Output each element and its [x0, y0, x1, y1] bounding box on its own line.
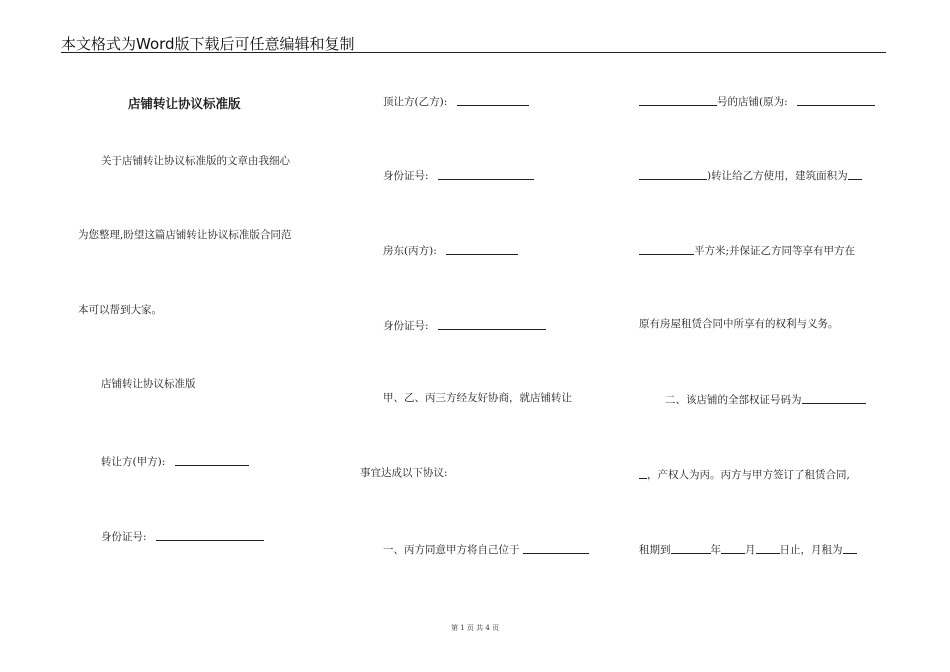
agreement-line-1: 甲、乙、丙三方经友好协商，就店铺转让 — [383, 392, 572, 404]
col3-line-1-text: 号的店铺(原为: — [717, 96, 788, 108]
col3-line-7 — [639, 542, 857, 557]
col3-line-6-text: ，产权人为丙。丙方与甲方签订了租赁合同, — [647, 469, 850, 481]
document-header: 本文格式为Word版下载后可任意编辑和复制 — [61, 35, 355, 53]
rent-blank — [843, 542, 857, 554]
intro-line-1: 关于店铺转让协议标准版的文章由我细心 — [101, 155, 290, 167]
col3-line-3-text: 平方米;并保证乙方同等享有甲方在 — [694, 245, 856, 257]
intro-line-2: 为您整理,盼望这篇店铺转让协议标准版合同范 — [78, 229, 292, 241]
area-blank — [848, 168, 862, 180]
party-a-label: 转让方(甲方): — [101, 456, 166, 468]
id-c-line — [383, 318, 546, 333]
shop-number-blank — [639, 94, 717, 106]
id-b-blank — [438, 168, 534, 180]
party-a-line — [101, 454, 249, 469]
party-a-blank — [175, 454, 249, 466]
original-use-blank — [797, 94, 875, 106]
party-b-label: 顶让方(乙方): — [383, 96, 448, 108]
col3-line-1 — [639, 94, 875, 109]
id-c-label: 身份证号: — [383, 320, 429, 332]
clause-1-line — [383, 542, 589, 557]
header-divider — [61, 52, 886, 53]
page-footer: 第 1 页 共 4 页 — [450, 624, 500, 632]
year-blank — [671, 542, 711, 554]
clause-1-blank — [523, 542, 589, 554]
party-b-blank — [457, 94, 529, 106]
id-b-label: 身份证号: — [383, 170, 429, 182]
id-a-label: 身份证号: — [101, 531, 147, 543]
col3-line-6 — [639, 467, 850, 482]
rent-label: 日止，月租为 — [779, 544, 843, 556]
id-a-line — [101, 529, 264, 544]
col3-line-2 — [639, 168, 862, 183]
section-subtitle: 店铺转让协议标准版 — [101, 378, 196, 390]
transfer-blank — [639, 168, 707, 180]
party-c-line — [383, 243, 518, 258]
id-a-blank — [156, 529, 264, 541]
owner-blank — [639, 467, 647, 479]
sqm-blank — [639, 243, 694, 255]
lease-term-label: 租期到 — [639, 544, 671, 556]
month-blank — [721, 542, 745, 554]
party-b-line — [383, 94, 529, 109]
party-c-label: 房东(丙方): — [383, 245, 437, 257]
day-blank — [756, 542, 780, 554]
col3-line-4: 原有房屋租赁合同中所享有的权利与义务。 — [639, 318, 839, 330]
party-c-blank — [446, 243, 518, 255]
document-title: 店铺转让协议标准版 — [128, 96, 241, 111]
id-c-blank — [438, 318, 546, 330]
col3-line-2-text: )转让给乙方使用，建筑面积为 — [707, 170, 848, 182]
id-b-line — [383, 168, 534, 183]
col3-line-5 — [665, 392, 866, 407]
agreement-line-2: 事宜达成以下协议: — [360, 467, 448, 479]
certificate-blank — [802, 392, 866, 404]
col3-line-3 — [639, 243, 855, 258]
intro-line-3: 本可以帮到大家。 — [78, 304, 162, 316]
clause-1-text: 一、丙方同意甲方将自己位于 — [383, 544, 520, 556]
col3-line-5-text: 二、该店铺的全部权证号码为 — [665, 394, 802, 406]
year-label: 年 — [710, 544, 721, 556]
month-label: 月 — [745, 544, 756, 556]
